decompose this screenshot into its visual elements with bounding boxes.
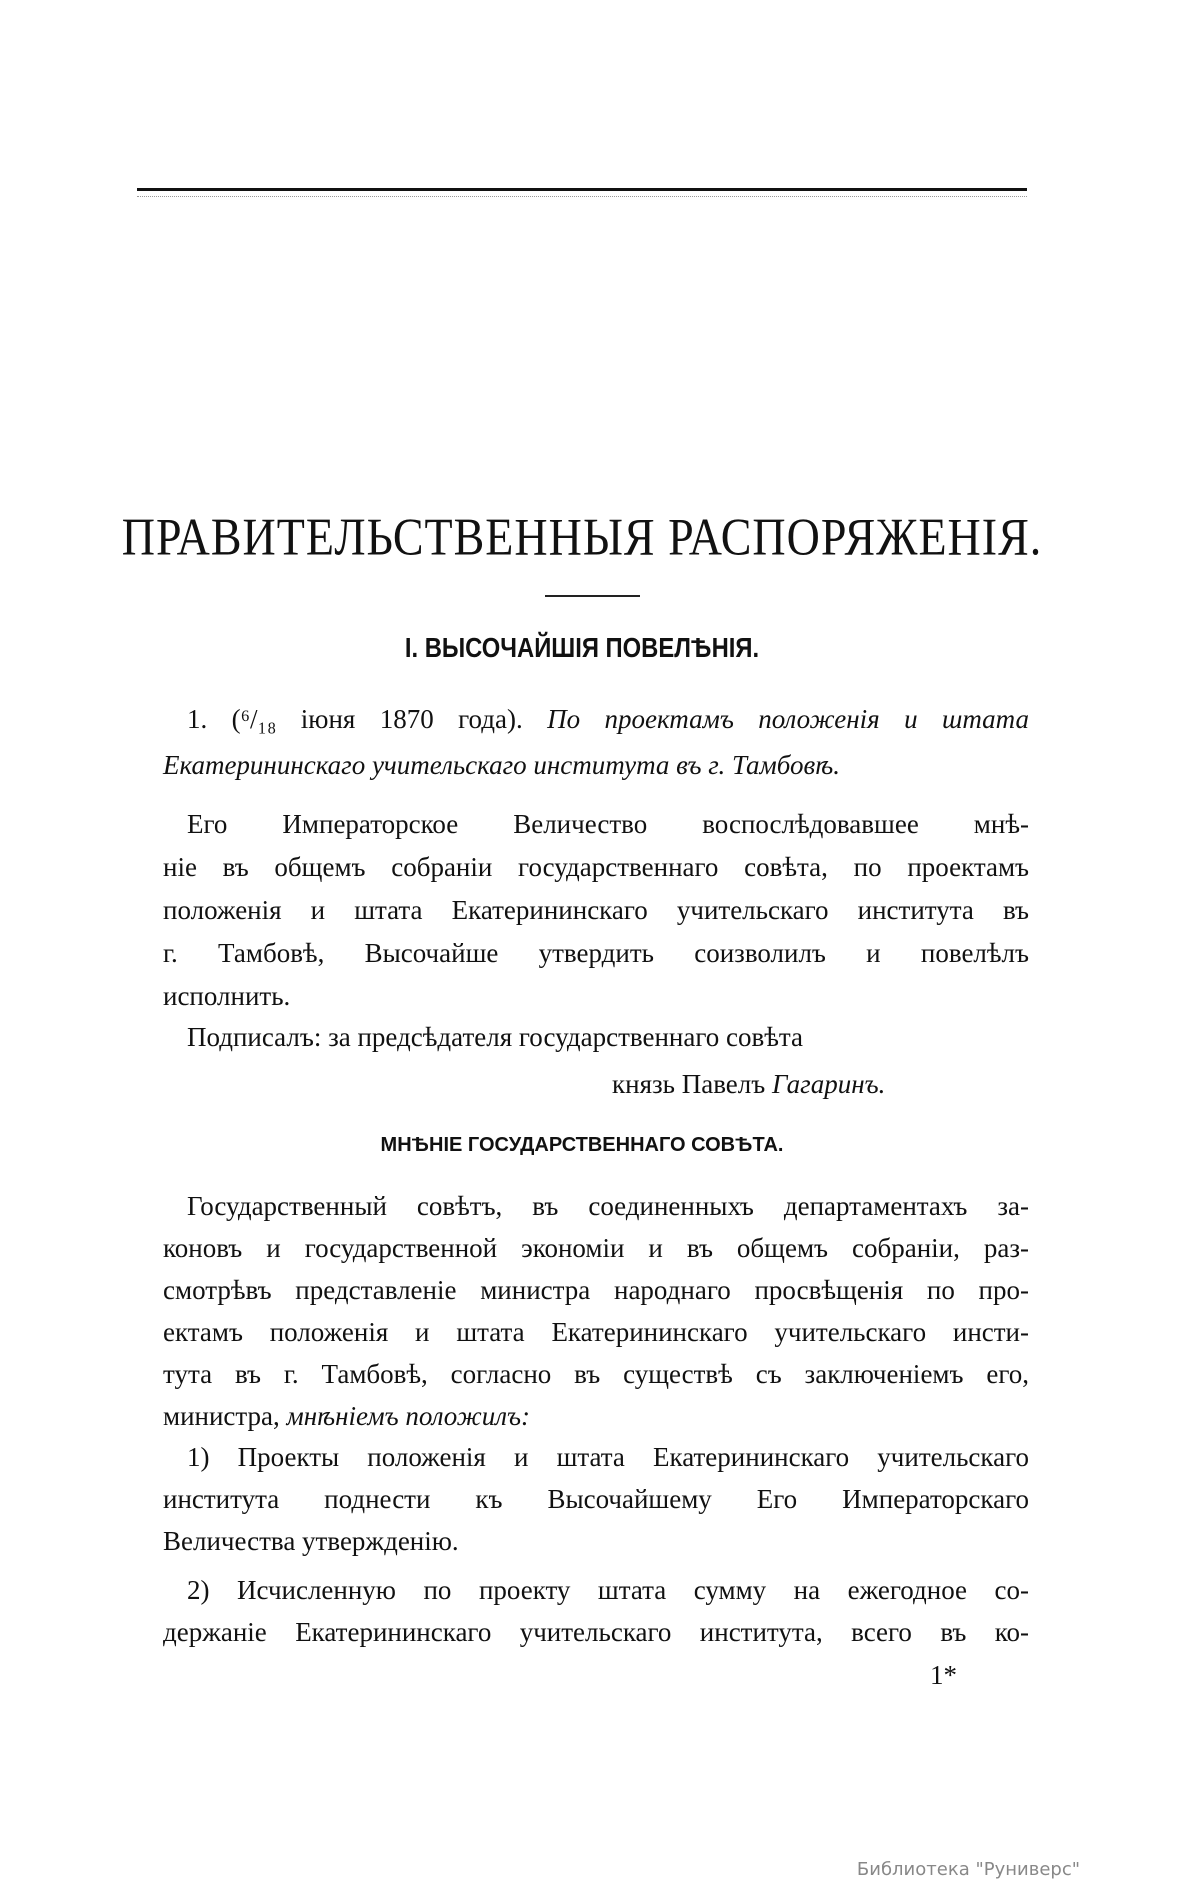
page-title: ПРАВИТЕЛЬСТВЕННЫЯ РАСПОРЯЖЕНІЯ.: [121, 507, 1043, 566]
opinion-line: коновъ и государственной экономіи и въ общемъ собраніи, раз-: [163, 1233, 1029, 1263]
decree-line: г. Тамбовѣ, Высочайше утвердить соизволилъ и повелѣлъ: [163, 938, 1029, 968]
opinion-heading: МНѢНІЕ ГОСУДАРСТВЕННАГО СОВѢТА.: [380, 1134, 784, 1156]
opinion-line: тута въ г. Тамбовѣ, согласно въ существѣ съ заключеніемъ его,: [163, 1359, 1029, 1389]
divider: [545, 595, 640, 597]
opinion-italic: мнѣніемъ положилъ:: [286, 1401, 531, 1431]
decree-line: ніе въ общемъ собраніи государственнаго совѣта, по проектамъ: [163, 852, 1029, 882]
decree-line: Его Императорское Величество воспослѣдовавшее мнѣ-: [187, 809, 1029, 839]
section-heading: I. ВЫСОЧАЙШІЯ ПОВЕЛѢНІЯ.: [404, 632, 760, 663]
watermark: Библиотека "Руниверс": [856, 1859, 1080, 1880]
opinion-line: ектамъ положенія и штата Екатерининскаго учительскаго инсти-: [163, 1317, 1029, 1347]
top-rule: [137, 188, 1027, 191]
page-signature: 1*: [930, 1660, 957, 1690]
point2-line: 2) Исчисленную по проекту штата сумму на ежегодное со-: [187, 1575, 1029, 1605]
decree-line: исполнить.: [163, 981, 291, 1011]
opinion-text: министра,: [163, 1401, 280, 1431]
item1-line2: [163, 750, 1029, 780]
point1-line: Величества утвержденію.: [163, 1526, 459, 1556]
signature-surname: Гагаринъ.: [771, 1069, 886, 1099]
point2-line: держаніе Екатерининскаго учительскаго института, всего въ ко-: [163, 1617, 1029, 1647]
signature-line: Подписалъ: за предсѣдателя государственнаго совѣта: [187, 1022, 804, 1052]
signature-name-plain: князь Павелъ: [612, 1069, 766, 1099]
item1-title-part1: По проектамъ положенія и штата: [547, 704, 1030, 734]
item1-title-part2: Екатерининскаго учительскаго института въ г. Тамбовѣ.: [163, 750, 840, 780]
decree-line: положенія и штата Екатерининскаго учительскаго института въ: [163, 895, 1029, 925]
item1-date: 1. (⁶/₁₈ іюня 1870 года).: [187, 704, 523, 734]
opinion-line: смотрѣвъ представленіе министра народнаго просвѣщенія по про-: [163, 1275, 1029, 1305]
top-rule-dotted: [137, 196, 1027, 197]
item1-line1: [187, 704, 1029, 734]
signature-name: [612, 1069, 885, 1100]
opinion-line: Государственный совѣтъ, въ соединенныхъ департаментахъ за-: [187, 1191, 1029, 1221]
opinion-line-last: [163, 1401, 1029, 1431]
point1-line: 1) Проекты положенія и штата Екатерининскаго учительскаго: [187, 1442, 1029, 1472]
point1-line: института поднести къ Высочайшему Его Императорскаго: [163, 1484, 1029, 1514]
